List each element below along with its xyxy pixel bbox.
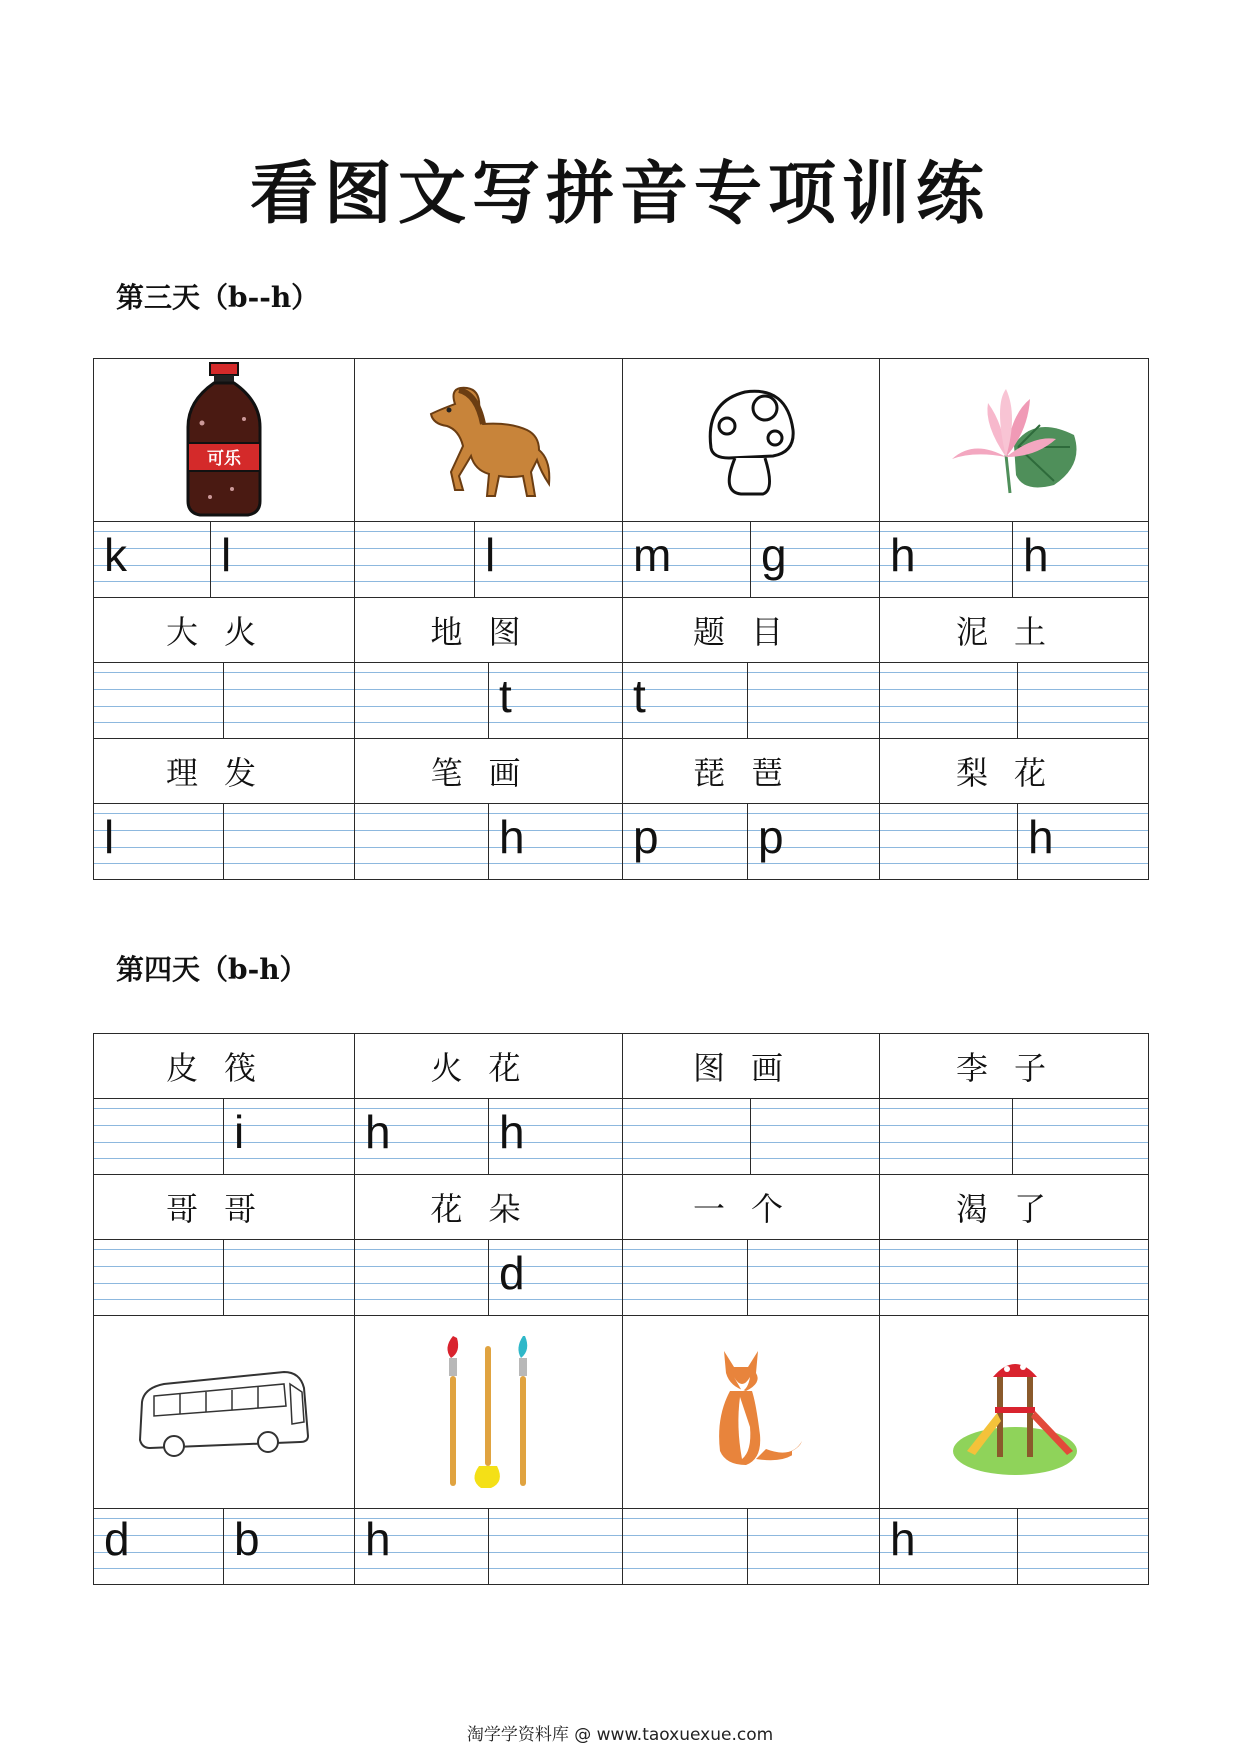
brushes-picture: [355, 1316, 623, 1509]
pinyin-box[interactable]: [751, 522, 879, 597]
pinyin-box[interactable]: [94, 1509, 224, 1584]
pinyin-letter: l: [485, 529, 496, 581]
pinyin-letter: k: [104, 529, 127, 581]
hanzi-word: 笔画: [355, 739, 623, 804]
pinyin-box[interactable]: [211, 522, 354, 597]
pinyin-box[interactable]: [355, 1509, 489, 1584]
hanzi-word: 花朵: [355, 1175, 623, 1240]
horse-icon: [419, 380, 559, 500]
pinyin-box[interactable]: [1013, 522, 1148, 597]
hanzi-word: 李子: [880, 1034, 1149, 1099]
pinyin-letter: d: [499, 1247, 525, 1299]
mushroom-picture: [623, 359, 880, 522]
pinyin-letter: i: [234, 1106, 245, 1158]
pinyin-box[interactable]: [623, 522, 751, 597]
pinyin-box[interactable]: [475, 522, 622, 597]
pinyin-box[interactable]: [224, 804, 354, 879]
pinyin-box[interactable]: [1018, 1509, 1148, 1584]
pinyin-box[interactable]: [1013, 1099, 1148, 1174]
pinyin-box[interactable]: [355, 1099, 489, 1174]
hanzi-word: 大火: [94, 598, 355, 663]
bus-icon: [134, 1362, 314, 1462]
hanzi-word: 皮筏: [94, 1034, 355, 1099]
pinyin-box[interactable]: [880, 1240, 1018, 1315]
pinyin-box[interactable]: [623, 1240, 748, 1315]
pinyin-box[interactable]: [623, 1099, 751, 1174]
pinyin-box[interactable]: [224, 1099, 354, 1174]
hanzi-word: 泥土: [880, 598, 1149, 663]
bottle-label-text: 可乐: [207, 449, 241, 469]
pinyin-letter: h: [1028, 811, 1054, 863]
pinyin-box[interactable]: [94, 522, 211, 597]
pinyin-box[interactable]: [224, 663, 354, 738]
pinyin-letter: d: [104, 1513, 130, 1565]
pinyin-box[interactable]: [94, 804, 224, 879]
hanzi-word: 一个: [623, 1175, 880, 1240]
hanzi-word: 哥哥: [94, 1175, 355, 1240]
pinyin-box[interactable]: [623, 1509, 748, 1584]
pinyin-box[interactable]: [623, 663, 748, 738]
pinyin-box[interactable]: [94, 1240, 224, 1315]
hanzi-word: 理发: [94, 739, 355, 804]
pinyin-box[interactable]: [355, 522, 475, 597]
hanzi-word: 图画: [623, 1034, 880, 1099]
pinyin-box[interactable]: [1018, 663, 1148, 738]
day3-table: [93, 358, 1149, 880]
pinyin-letter: t: [499, 670, 512, 722]
pinyin-letter: h: [499, 1106, 525, 1158]
pinyin-box[interactable]: [489, 1099, 622, 1174]
cola-bottle-icon: [184, 361, 264, 519]
horse-picture: [355, 359, 623, 522]
pinyin-box[interactable]: [355, 1240, 489, 1315]
pinyin-letter: b: [234, 1513, 260, 1565]
pinyin-letter: h: [890, 1513, 916, 1565]
hanzi-word: 火花: [355, 1034, 623, 1099]
pinyin-box[interactable]: [94, 663, 224, 738]
pinyin-letter: h: [499, 811, 525, 863]
hanzi-word: 琵琶: [623, 739, 880, 804]
pinyin-box[interactable]: [224, 1509, 354, 1584]
pinyin-box[interactable]: [748, 1509, 879, 1584]
pinyin-letter: g: [761, 529, 787, 581]
pinyin-box[interactable]: [489, 1240, 622, 1315]
hanzi-word: 题目: [623, 598, 880, 663]
fox-icon: [696, 1347, 806, 1477]
pinyin-box[interactable]: [1018, 804, 1148, 879]
pinyin-box[interactable]: [1018, 1240, 1148, 1315]
pinyin-box[interactable]: [880, 522, 1013, 597]
pinyin-letter: l: [221, 529, 232, 581]
hanzi-word: 地图: [355, 598, 623, 663]
section-heading-day3: 第三天（b--h）: [116, 281, 320, 314]
pinyin-letter: p: [633, 811, 659, 863]
pinyin-letter: l: [104, 811, 115, 863]
playground-picture: [880, 1316, 1149, 1509]
paintbrush-icon: [439, 1332, 539, 1492]
pinyin-box[interactable]: [489, 804, 622, 879]
cola-bottle-picture: [94, 359, 355, 522]
pinyin-box[interactable]: [748, 663, 879, 738]
pinyin-box[interactable]: [880, 804, 1018, 879]
lotus-icon: [944, 385, 1084, 495]
pinyin-box[interactable]: [489, 1509, 622, 1584]
pinyin-box[interactable]: [748, 1240, 879, 1315]
pinyin-box[interactable]: [623, 804, 748, 879]
pinyin-box[interactable]: [94, 1099, 224, 1174]
fox-picture: [623, 1316, 880, 1509]
pinyin-box[interactable]: [880, 663, 1018, 738]
bus-picture: [94, 1316, 355, 1509]
footer-watermark: 淘学学资料库 @ www.taoxuexue.com: [466, 1725, 774, 1745]
pinyin-box[interactable]: [751, 1099, 879, 1174]
pinyin-letter: t: [633, 670, 646, 722]
hanzi-word: 梨花: [880, 739, 1149, 804]
pinyin-letter: p: [758, 811, 784, 863]
pinyin-letter: h: [1023, 529, 1049, 581]
day4-table: [93, 1033, 1149, 1585]
pinyin-box[interactable]: [489, 663, 622, 738]
lotus-picture: [880, 359, 1149, 522]
pinyin-box[interactable]: [880, 1509, 1018, 1584]
pinyin-letter: h: [365, 1513, 391, 1565]
pinyin-box[interactable]: [748, 804, 879, 879]
section-heading-day4: 第四天（b-h）: [116, 953, 308, 986]
playground-slide-icon: [949, 1347, 1079, 1477]
pinyin-box[interactable]: [224, 1240, 354, 1315]
pinyin-letter: h: [890, 529, 916, 581]
pinyin-letter: h: [365, 1106, 391, 1158]
hanzi-word: 渴了: [880, 1175, 1149, 1240]
pinyin-box[interactable]: [355, 663, 489, 738]
page-title: 看图文写拼音专项训练: [249, 154, 990, 234]
pinyin-box[interactable]: [880, 1099, 1013, 1174]
pinyin-box[interactable]: [355, 804, 489, 879]
pinyin-letter: m: [633, 529, 672, 581]
mushroom-icon: [701, 382, 801, 498]
